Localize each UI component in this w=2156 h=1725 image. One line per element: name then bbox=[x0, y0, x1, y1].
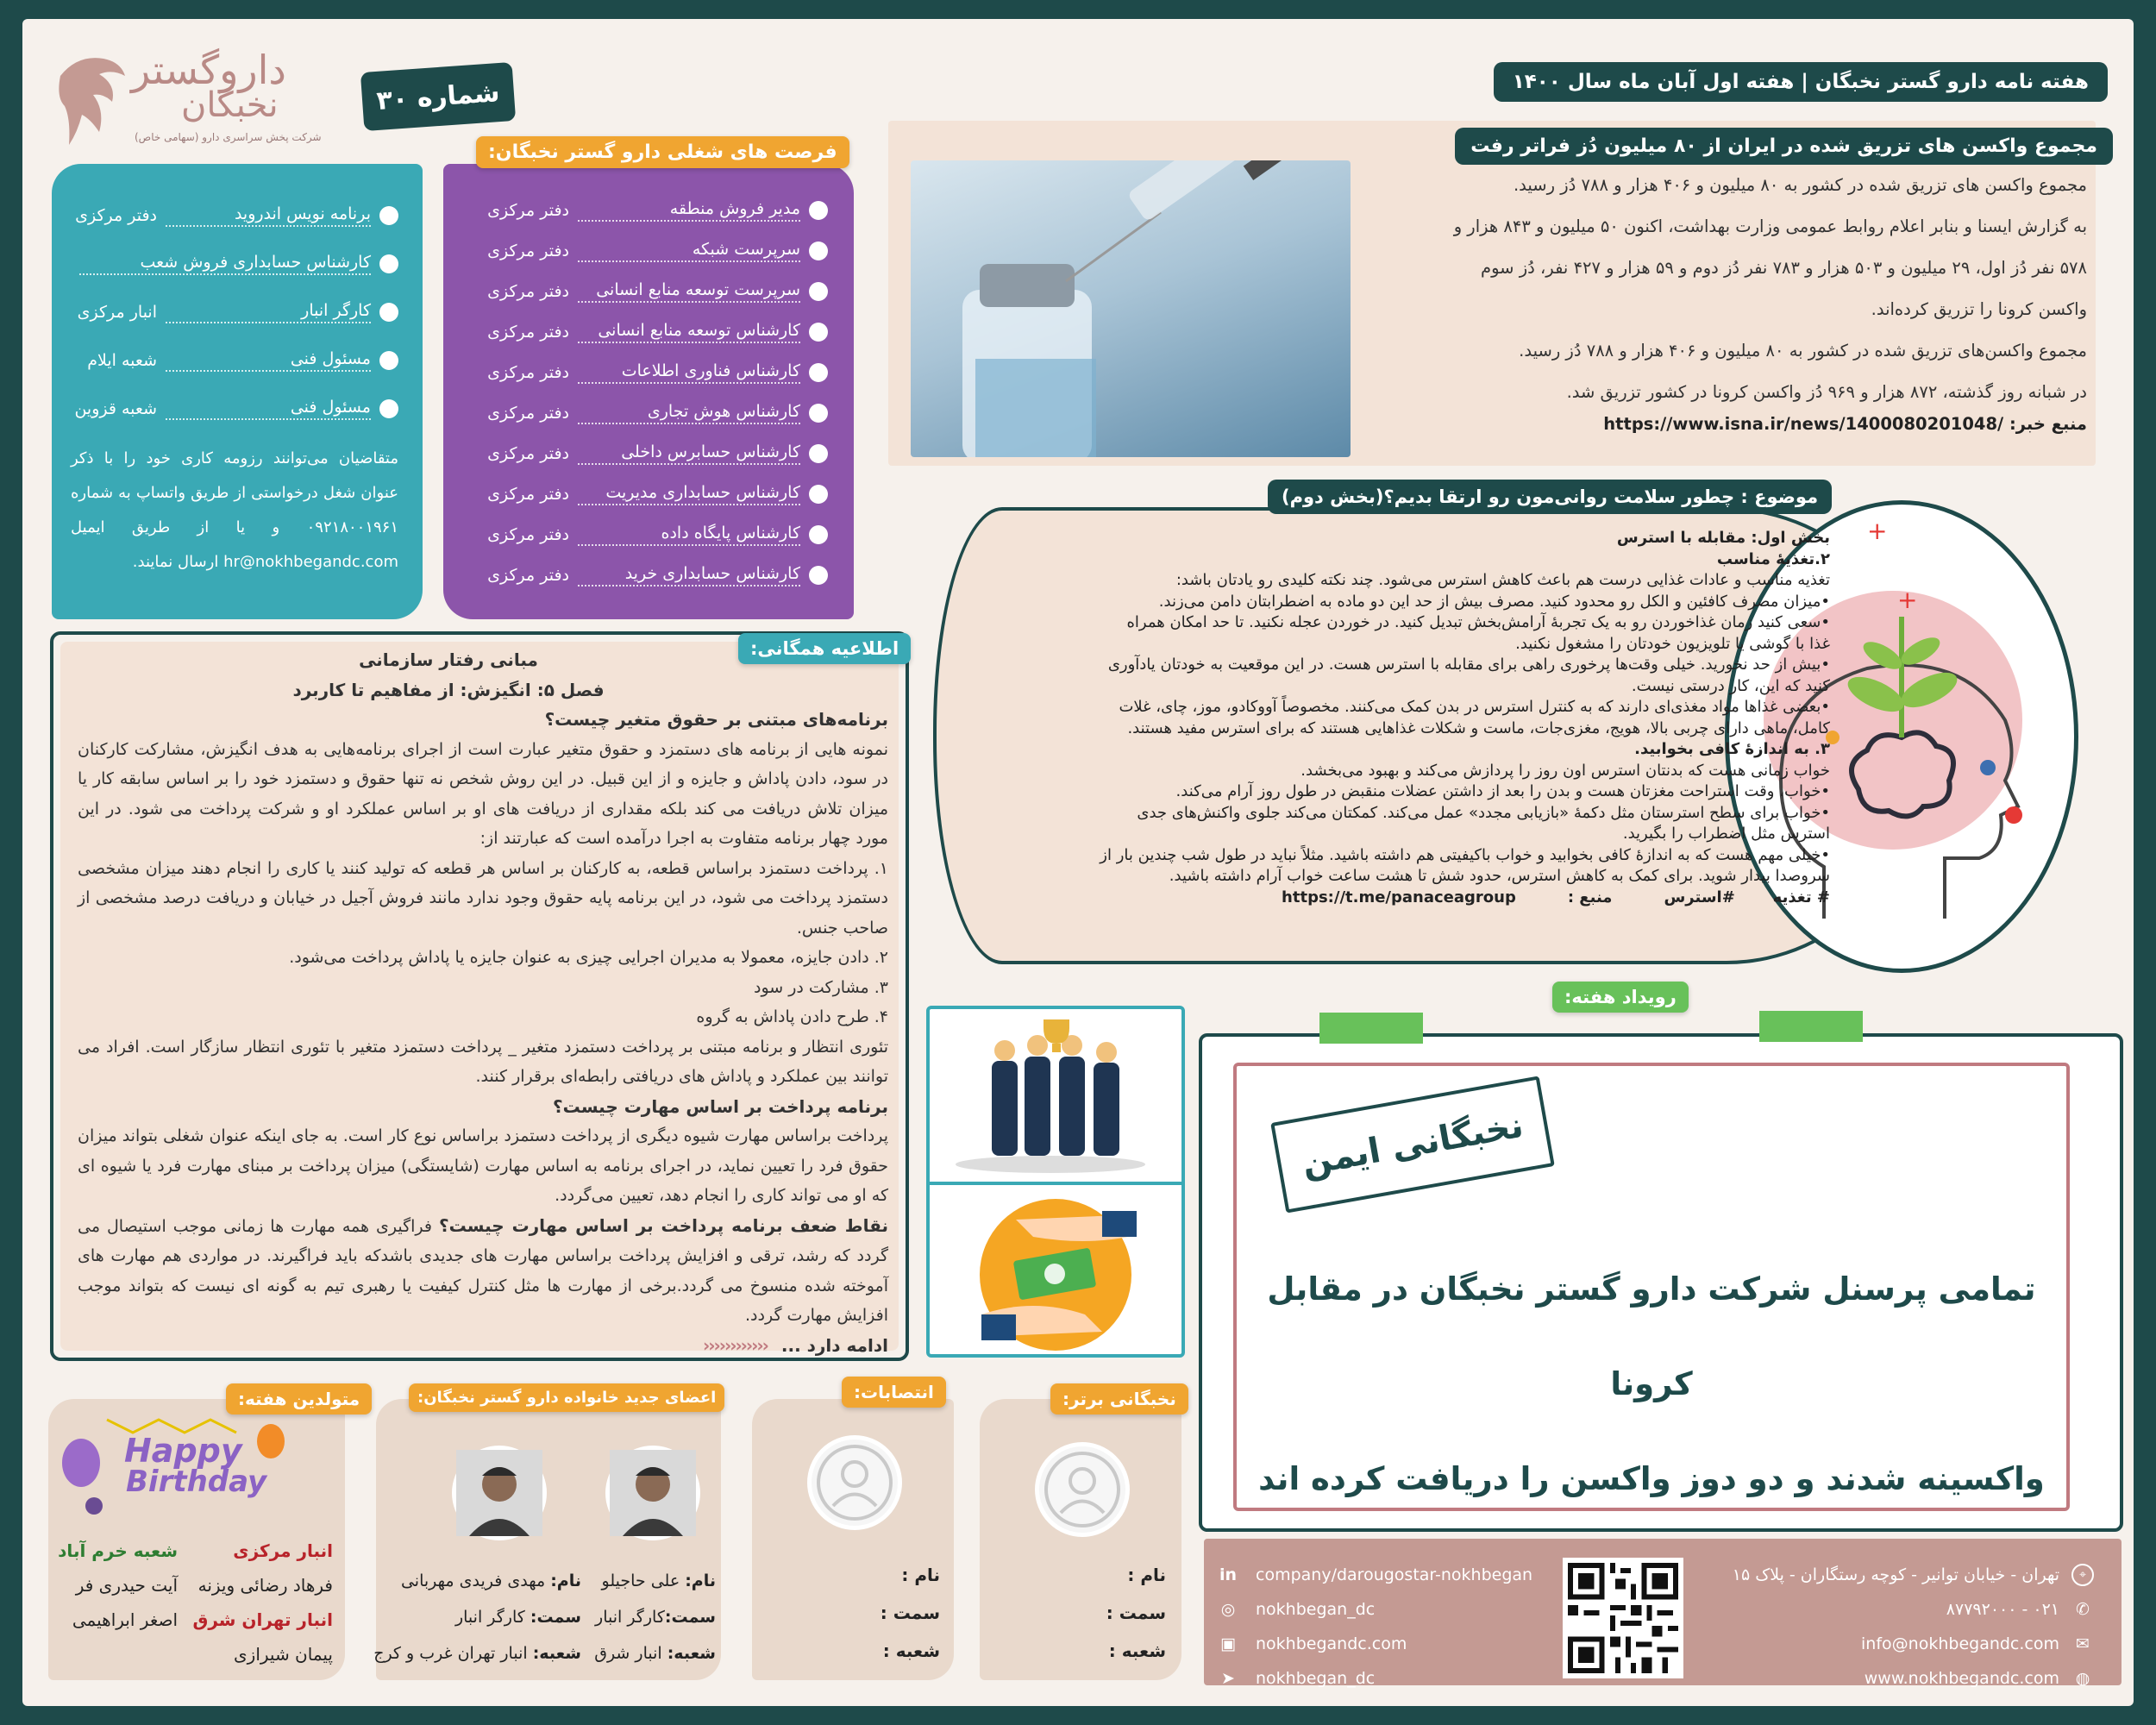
telegram-link[interactable]: nokhbegan_dc bbox=[1256, 1669, 1376, 1688]
vaccine-photo bbox=[911, 160, 1351, 457]
news-paragraph: واکسن کرونا را تزریق کرده‌اند. bbox=[1871, 299, 2087, 319]
vaccine-news-heading: مجموع واکسن های تزریق شده در ایران از ۸۰ میلیون دُز فراتر رفت bbox=[1455, 128, 2113, 165]
body-line: •بعضی غذاها مواد مغذی‌ای دارند که به کنترل استرس در بدن کمک می‌کنند. مخصوصاً آووکادو، موز، چای، غلات bbox=[1119, 698, 1830, 716]
notice-paragraph: پرداخت براساس مهارت شیوه دیگری از پرداخت دستمزد براساس نوع کار است. به جای اینکه عنوان شغلی بتواند میزان حقوق فرد را تعیین نماید، در اجرای برنامه به اساس مهارت (شایستگی) میزان پرداخت بر مبنای مهارت فرد یا شیوه ای که او می تواند کاری را انجام دهد، تعیین می‌گردد. bbox=[78, 1126, 888, 1205]
body-line: کنید که این، کار درستی نیست. bbox=[1631, 676, 1830, 695]
happy-birthday-banner bbox=[55, 1411, 297, 1523]
jobs-list bbox=[466, 190, 828, 595]
body-line: •بیش از حد نخورید. خیلی وقت‌ها پرخوری راهی برای مقابله با استرس هست. در این موقعیت به خودتان یادآوری bbox=[1107, 656, 1830, 674]
section-heading: ۲.تغذیهٔ مناسب bbox=[1716, 549, 1830, 568]
member-branch: انبار تهران غرب و کرج bbox=[373, 1644, 528, 1663]
notice-paragraph: تئوری انتظار و برنامه مبتنی بر پرداخت دستمزد متغیر _ پرداخت دستمزد متغیر با تئوری انتظار سازگار است. افراد می توانند بین عملکرد و پاداش های دریافتی رابطه‌ای برقرار کنند. bbox=[78, 1037, 888, 1086]
banner-word: Birthday bbox=[126, 1465, 267, 1499]
member-photo bbox=[605, 1446, 700, 1540]
bullet-icon bbox=[379, 351, 398, 370]
bullet-icon bbox=[379, 254, 398, 273]
social-row bbox=[1216, 1592, 1544, 1627]
phone-icon: ✆ bbox=[2076, 1600, 2090, 1619]
body-line: •سعی کنید زمان غذاخوردن رو به یک تجربهٔ آرامش‌بخش تبدیل کنید. در خوردن عجله نکنید. تا حد امکان همراه bbox=[1126, 613, 1830, 631]
branch-title: شعبه خرم آباد bbox=[58, 1540, 178, 1561]
job-title: کارشناس فناوری اطلاعات bbox=[578, 361, 800, 384]
field-label: سمت: bbox=[664, 1608, 716, 1627]
address-text: تهران - خیابان توانیر - کوچه رستگاران - پلاک ۱۵ bbox=[1732, 1565, 2059, 1584]
web-icon: ▣ bbox=[1220, 1634, 1236, 1653]
tape-decoration bbox=[1319, 1013, 1423, 1044]
instagram-link[interactable]: nokhbegan_dc bbox=[1256, 1600, 1376, 1619]
body-line: کامل، ماهی دارای چربی بالا، هویج، مغزی‌جات، ماست و شکلات غذاهایی هستند که برای استرس مفید هستند. bbox=[1127, 718, 1830, 737]
job-title: کارشناس حسابداری مدیریت bbox=[578, 483, 800, 505]
field-label: نام : bbox=[901, 1565, 940, 1585]
bullet-icon bbox=[809, 242, 828, 260]
field-label: نام : bbox=[1127, 1565, 1166, 1585]
notice-label: اطلاعیه همگانی: bbox=[738, 633, 911, 664]
user-icon bbox=[1044, 1451, 1121, 1528]
team-trophy-illustration bbox=[930, 1009, 1181, 1178]
job-item[interactable] bbox=[71, 191, 398, 240]
source-link[interactable]: https://www.isna.ir/news/1400080201048/ bbox=[1603, 414, 2004, 434]
person-name: پیمان شیرازی bbox=[234, 1644, 333, 1665]
bullet-icon bbox=[379, 399, 398, 418]
job-location: دفتر مرکزی bbox=[487, 403, 569, 423]
notice-body bbox=[78, 645, 888, 1360]
job-item[interactable] bbox=[466, 433, 828, 474]
contact-row bbox=[1697, 1661, 2094, 1696]
new-members-label: اعضای جدید خانواده دارو گستر نخبگان: bbox=[409, 1383, 724, 1412]
jobs-teal-panel bbox=[52, 164, 423, 619]
member-name: مهدی فریدی مهربانی bbox=[400, 1571, 546, 1590]
bullet-icon bbox=[809, 485, 828, 504]
branch-title: انبار مرکزی bbox=[233, 1540, 333, 1561]
body-line: •خواب، وقت استراحت مغزتان هست و بدن را بعد از داشتن عضلات منقبض در طول روز آرام می‌کند. bbox=[1175, 782, 1830, 800]
banner-word: Happy bbox=[124, 1432, 242, 1470]
body-line: تغذیه مناسب و عادات غذایی درست هم باعث کاهش استرس می‌شود. چند نکته کلیدی رو یادتان باشد: bbox=[1175, 571, 1830, 589]
notice-question: نقاط ضعف برنامه پرداخت بر اساس مهارت چیست؟ bbox=[438, 1214, 888, 1236]
top-elite-fields bbox=[1054, 1556, 1166, 1670]
bullet-icon bbox=[379, 303, 398, 322]
member-role: کارگر انبار bbox=[595, 1608, 665, 1627]
contact-right bbox=[1697, 1558, 2094, 1696]
web-link[interactable]: nokhbegandc.com bbox=[1256, 1634, 1407, 1653]
job-item[interactable] bbox=[466, 555, 828, 595]
instagram-icon: ◎ bbox=[1220, 1600, 1236, 1619]
notice-title: مبانی رفتار سازمانی bbox=[359, 649, 538, 670]
person-name: آیت حیدری فر bbox=[75, 1575, 178, 1596]
appointment-fields bbox=[828, 1556, 940, 1670]
chevrons-icon: ‹‹‹‹‹‹‹‹‹‹‹‹ bbox=[702, 1334, 768, 1356]
member-info bbox=[559, 1563, 716, 1672]
job-location: دفتر مرکزی bbox=[487, 362, 569, 382]
job-title: کارشناس توسعه منابع انسانی bbox=[578, 321, 800, 343]
birthdays-col-right bbox=[181, 1534, 333, 1672]
person-photo-icon bbox=[610, 1450, 696, 1536]
user-icon bbox=[816, 1444, 893, 1521]
mental-health-body bbox=[942, 528, 1830, 908]
section-heading: بخش اول: مقابله با استرس bbox=[1616, 529, 1830, 547]
job-title: سرپرست شبکه bbox=[578, 240, 800, 262]
job-item[interactable] bbox=[466, 230, 828, 271]
job-title: کارشناس حسابداری خرید bbox=[578, 564, 800, 586]
job-title: کارشناس حسابرس داخلی bbox=[578, 442, 800, 465]
bullet-icon bbox=[809, 363, 828, 382]
website-link[interactable]: www.nokhbegandc.com bbox=[1864, 1669, 2059, 1688]
source-link[interactable]: https://t.me/panaceagroup bbox=[1282, 888, 1516, 906]
notice-chapter: فصل ۵: انگیزش: از مفاهیم تا کاربرد bbox=[292, 679, 605, 700]
field-label: شعبه: bbox=[532, 1644, 581, 1663]
notice-list-item: ۱. پرداخت دستمزد براساس قطعه، به کارکنان بر اساس هر قطعه که تولید کنند یا کاری را انجام دهند میزان مشخصی دستمزد پرداخت می شود، در این برنامه پایه حقوق وجود ندارد مانند فروش آجیل در خیابان و دریافت درصد مشخصی از صاحب جنس. bbox=[78, 858, 888, 938]
job-item[interactable] bbox=[466, 514, 828, 555]
field-label: سمت : bbox=[880, 1603, 940, 1623]
job-location: دفتر مرکزی bbox=[75, 206, 157, 225]
job-location: انبار مرکزی bbox=[77, 303, 157, 322]
job-item[interactable] bbox=[466, 190, 828, 230]
logo-tagline: شرکت پخش سراسری دارو (سهامی خاص) bbox=[135, 131, 322, 143]
bullet-icon bbox=[809, 201, 828, 220]
notice-question: برنامه‌های مبتنی بر حقوق متغیر چیست؟ bbox=[544, 709, 888, 730]
vaccine-news-body bbox=[1371, 169, 2087, 440]
section-heading: ۳. به اندازهٔ کافی بخوابید. bbox=[1634, 740, 1830, 758]
contact-row bbox=[1697, 1592, 2094, 1627]
job-item[interactable] bbox=[71, 385, 398, 433]
source-label: منبع : bbox=[1567, 888, 1613, 906]
notice-list-item: ۴. طرح دادن پاداش به گروه bbox=[696, 1007, 888, 1026]
logo-text: داروگستر bbox=[131, 47, 286, 93]
member-photo bbox=[452, 1446, 547, 1540]
jobs-purple-panel bbox=[443, 164, 854, 619]
member-name: علی حاجیلو bbox=[601, 1571, 680, 1590]
source-label: منبع خبر: bbox=[2009, 414, 2087, 434]
images-column bbox=[926, 1006, 1185, 1358]
mail-icon: ✉ bbox=[2076, 1634, 2090, 1653]
svg-text:+: + bbox=[1897, 586, 1918, 614]
job-location: دفتر مرکزی bbox=[487, 241, 569, 260]
job-location: دفتر مرکزی bbox=[487, 484, 569, 504]
body-line: غذا با گوشی یا تلویزیون خودتان را مشغول نکنید. bbox=[1515, 634, 1830, 653]
job-item[interactable] bbox=[466, 271, 828, 311]
contact-left bbox=[1216, 1558, 1544, 1696]
news-paragraph: به گزارش ایسنا و بنابر اعلام روابط عمومی وزارت بهداشت، اکنون ۵۰ میلیون و ۸۴۳ هزار و bbox=[1453, 216, 2087, 236]
bullet-icon bbox=[809, 282, 828, 301]
location-pin-icon: ⌖ bbox=[2071, 1564, 2094, 1586]
person-name: فرهاد رضائی ویزنه bbox=[197, 1575, 333, 1596]
svg-text:+: + bbox=[1867, 517, 1888, 545]
social-row bbox=[1216, 1558, 1544, 1592]
job-item[interactable] bbox=[71, 288, 398, 336]
event-label: رویداد هفته: bbox=[1552, 982, 1689, 1013]
birthdays-col-left bbox=[57, 1534, 178, 1637]
notice-list-item: ۲. دادن جایزه، معمولا به مدیران اجرایی چیزی به عنوان جایزه یا پاداش پرداخت می‌شود. bbox=[289, 948, 888, 967]
telegram-icon: ➤ bbox=[1221, 1669, 1235, 1688]
jobs-heading: فرصت های شغلی دارو گستر نخبگان: bbox=[476, 136, 849, 168]
logo-eagle-icon bbox=[52, 50, 129, 154]
body-line: •خیلی مهم هست که به اندازهٔ کافی بخوابید و خواب باکیفیتی هم داشته باشید. مثلاً نباید در طول شب چندین بار از bbox=[1100, 845, 1830, 864]
bullet-icon bbox=[809, 444, 828, 463]
notice-list-item: ۳. مشارکت در سود bbox=[753, 977, 888, 997]
event-line: تمامی پرسنل شرکت دارو گستر نخبگان در مقابل کرونا bbox=[1267, 1270, 2036, 1402]
continued-label: ادامه دارد ... bbox=[780, 1334, 888, 1356]
job-location: دفتر مرکزی bbox=[487, 281, 569, 301]
bullet-icon bbox=[379, 206, 398, 225]
hashtags: # تغذیه #استرس bbox=[1664, 888, 1830, 906]
job-location: شعبه ایلام bbox=[87, 351, 157, 370]
job-item[interactable] bbox=[71, 336, 398, 385]
job-location: دفتر مرکزی bbox=[487, 524, 569, 544]
person-name: اصغر ابراهیمی bbox=[72, 1609, 178, 1630]
logo bbox=[52, 47, 354, 154]
social-row bbox=[1216, 1627, 1544, 1661]
bullet-icon bbox=[809, 525, 828, 544]
job-title: مسئول فنی bbox=[166, 349, 371, 372]
qr-code-icon bbox=[1568, 1563, 1678, 1673]
news-paragraph: ۵۷۸ نفر دُز اول، ۲۹ میلیون و ۵۰۳ هزار و ۷۸۳ نفر دُز دوم و ۵۹ هزار و ۴۲۷ نفر، دُز سوم bbox=[1481, 258, 2087, 278]
job-location: شعبه قزوین bbox=[74, 399, 157, 418]
contact-row bbox=[1697, 1558, 2094, 1592]
job-item[interactable] bbox=[466, 311, 828, 352]
job-title: سرپرست توسعه منابع انسانی bbox=[578, 280, 800, 303]
job-title: مسئول فنی bbox=[166, 398, 371, 420]
field-label: سمت : bbox=[1106, 1603, 1166, 1623]
email-link[interactable]: info@nokhbegandc.com bbox=[1861, 1634, 2059, 1653]
contact-row bbox=[1697, 1627, 2094, 1661]
job-location: دفتر مرکزی bbox=[487, 443, 569, 463]
birthdays-label: متولدین هفته: bbox=[226, 1383, 372, 1414]
body-line: •خواب برای سطح استرستان مثل دکمهٔ «بازیابی مجدد» عمل می‌کند. کمکتان می‌کند جلوی واکنش‌های جدی bbox=[1137, 803, 1830, 822]
job-item[interactable] bbox=[466, 474, 828, 514]
placeholder-avatar bbox=[807, 1435, 902, 1530]
mental-health-heading: موضوع : چطور سلامت روانی‌مون رو ارتقا بدیم؟(بخش دوم) bbox=[1268, 480, 1832, 514]
field-label: نام: bbox=[685, 1571, 716, 1590]
job-location: دفتر مرکزی bbox=[487, 322, 569, 342]
linkedin-link[interactable]: company/darougostar-nokhbegan bbox=[1256, 1565, 1533, 1584]
safe-stamp: نخبگانی ایمن bbox=[1270, 1076, 1555, 1213]
body-line: سروصدا بیدار شوید. برای کمک به کاهش استرس، حدود شش تا هشت ساعت خواب آرام داشته باشید. bbox=[1169, 867, 1830, 885]
issue-number: شماره ۳۰ bbox=[360, 62, 516, 131]
phone-text[interactable]: ۰۲۱ - ۸۷۷۹۲۰۰۰ bbox=[1946, 1600, 2059, 1619]
jobs-list bbox=[71, 191, 398, 433]
bullet-icon bbox=[809, 323, 828, 342]
field-label: نام: bbox=[550, 1571, 581, 1590]
news-paragraph: مجموع واکسن های تزریق شده در کشور به ۸۰ میلیون و ۴۰۶ هزار و ۷۸۸ دُز رسید. bbox=[1513, 175, 2087, 195]
jobs-apply-note: متقاضیان می‌توانند رزومه کاری خود را با ذکر عنوان شغل درخواستی از طریق واتساپ به شماره ۰۹۲۱۸۰۰۱۹۶۱ و یا از طریق ایمیل hr@nokhbegandc.com ارسال نمایند. bbox=[71, 449, 398, 571]
top-elite-label: نخبگانی برتر: bbox=[1050, 1383, 1188, 1414]
bullet-icon bbox=[809, 566, 828, 585]
body-line: •میزان مصرف کافئین و الکل رو محدود کنید. مصرف بیش از حد این دو ماده به اضطرابتان دامن می‌زند. bbox=[1158, 592, 1830, 611]
job-item[interactable] bbox=[466, 352, 828, 392]
syringe-vial-illustration bbox=[911, 160, 1351, 457]
qr-code[interactable] bbox=[1563, 1558, 1683, 1678]
job-title: کارشناس حسابداری فروش شعب bbox=[79, 253, 371, 275]
body-line: استرس مثل اضطراب را بگیرید. bbox=[1622, 825, 1830, 843]
social-row bbox=[1216, 1661, 1544, 1696]
job-title: کارگر انبار bbox=[166, 301, 371, 323]
tape-decoration bbox=[1759, 1011, 1863, 1042]
job-title: کارشناس پایگاه داده bbox=[578, 524, 800, 546]
field-label: شعبه : bbox=[1108, 1640, 1166, 1661]
body-line: خواب زمانی هست که بدنتان استرس اون روز را پردازش می‌کند و بهبود می‌بخشد. bbox=[1300, 761, 1830, 780]
job-title: مدیر فروش منطقه bbox=[578, 199, 800, 222]
news-paragraph: در شبانه روز گذشته، ۸۷۲ هزار و ۹۶۹ دُز واکسن کرونا در کشور تزریق شد. bbox=[1566, 382, 2087, 402]
job-item[interactable] bbox=[466, 392, 828, 433]
logo-subtext: نخبگان bbox=[181, 85, 279, 125]
job-location: دفتر مرکزی bbox=[487, 200, 569, 220]
job-title: کارشناس هوش تجاری bbox=[578, 402, 800, 424]
event-text bbox=[1242, 1242, 2061, 1527]
placeholder-avatar bbox=[1035, 1442, 1130, 1537]
notice-question: برنامه پرداخت بر اساس مهارت چیست؟ bbox=[553, 1095, 888, 1117]
globe-icon: ◍ bbox=[2075, 1669, 2090, 1688]
appointments-label: انتصابات: bbox=[842, 1377, 946, 1408]
event-line: واکسینه شدند و دو دوز واکسن را دریافت کرده اند bbox=[1258, 1460, 2045, 1497]
person-photo-icon bbox=[456, 1450, 542, 1536]
linkedin-icon: in bbox=[1219, 1565, 1238, 1584]
bullet-icon bbox=[809, 404, 828, 423]
job-location: دفتر مرکزی bbox=[487, 565, 569, 585]
job-item[interactable] bbox=[71, 240, 398, 288]
news-paragraph: مجموع واکسن‌های تزریق شده در کشور به ۸۰ میلیون و ۴۰۶ هزار و ۷۸۸ دُز رسید. bbox=[1519, 341, 2087, 361]
notice-paragraph: فراگیری همه مهارت ها زمانی موجب استیصال می گردد که رشد، ترقی و افزایش پرداخت براساس مهارت های جدیدی باشدکه باید فراگیرند. در مواردی هم مهارت های آموخته شده منسوخ می گردد.برخی از مهارت ها مثل کنترل کیفیت یا رهبری تیم به گونه ای نیست که بتواند موجب افزایش مهارت گردد. bbox=[78, 1216, 888, 1325]
newsletter-title: هفته نامه دارو گستر نخبگان | هفته اول آبان ماه سال ۱۴۰۰ bbox=[1494, 62, 2108, 102]
member-role: کارگر انبار bbox=[454, 1608, 525, 1627]
money-exchange-illustration bbox=[930, 1185, 1181, 1358]
field-label: شعبه: bbox=[667, 1644, 716, 1663]
member-branch: انبار شرق bbox=[594, 1644, 662, 1663]
job-title: برنامه نویس اندروید bbox=[166, 204, 371, 227]
notice-paragraph: نمونه هایی از برنامه های دستمزد و حقوق متغیر عبارت است از اجرای برنامه‌هایی به هدف انگیزش، مشارکت کارکنان در سود، دادن پاداش و جایزه و از این قبیل. در این روش شخص نه تنها حقوق و دستمزد خود را بر اساس سابقه کار یا میزان تلاش دریافت می کند بلکه مقداری از دریافت های او بر اساس عملکرد او و شرکت پرداخت می شود. در این مورد چهار برنامه متفاوت به اجرا درآمده است که عبارتند از: bbox=[78, 739, 888, 848]
member-info bbox=[373, 1563, 581, 1672]
field-label: سمت: bbox=[530, 1608, 581, 1627]
field-label: شعبه : bbox=[882, 1640, 940, 1661]
branch-title: انبار تهران شرق bbox=[192, 1609, 333, 1630]
